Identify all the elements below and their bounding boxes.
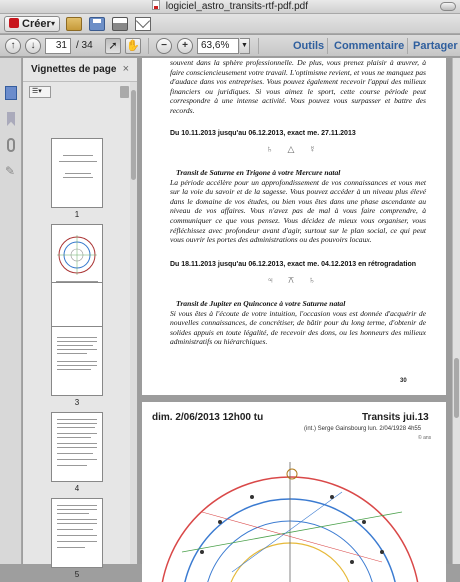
thumbnail-page-number: 1 [74,210,80,219]
chart-transits-header: Transits jui.13 [362,412,429,423]
thumbnail-page-number: 5 [74,570,80,579]
window-title: logiciel_astro_transits-rtf-pdf.pdf [165,1,309,12]
toolbar-toggle-button[interactable] [440,2,456,11]
thumbnail-options-button[interactable] [29,86,51,98]
previous-page-button[interactable] [5,38,21,54]
next-page-button[interactable] [25,38,41,54]
toolbar-divider [148,38,149,54]
document-scrollbar[interactable] [452,58,460,564]
toolbar-divider [407,38,408,54]
main-toolbar [0,14,460,34]
scrollbar-thumb[interactable] [131,90,136,180]
pdf-document-icon [152,0,160,10]
astrological-chart-wheel [142,402,446,582]
page-thumbnail[interactable] [51,498,103,568]
trash-icon[interactable] [120,86,129,98]
tools-tab[interactable]: Outils [293,40,325,52]
chart-date-header: dim. 2/06/2013 12h00 tu [152,412,264,423]
mail-icon[interactable] [135,17,151,31]
document-page [142,58,446,395]
planet-marker [380,550,384,554]
thumbnails-panel-title: Vignettes de page [31,64,117,75]
planet-marker [250,495,254,499]
thumbnails-scrollbar[interactable] [130,82,137,564]
chevron-down-icon: ▾ [50,19,55,28]
page-thumbnail[interactable] [51,138,103,208]
comment-tab[interactable]: Commentaire [334,40,405,52]
navigation-toolbar [0,35,460,57]
zoom-in-button[interactable] [177,38,193,54]
bookmark-icon[interactable] [7,112,15,126]
document-page [142,402,446,582]
planet-marker [218,520,222,524]
attachment-icon[interactable] [7,138,15,152]
arrow-down-icon: ↓ [30,40,36,51]
planet-marker [200,550,204,554]
page-total-label: / 34 [76,40,93,51]
chevron-down-icon: ▼ [241,42,248,49]
planet-marker [362,520,366,524]
zoom-dropdown-button[interactable] [240,38,250,54]
open-folder-icon[interactable] [66,17,82,31]
astro-glyphs: ♃ ⚻ ♄ [266,275,322,285]
arrow-up-icon: ↑ [10,40,16,51]
create-button[interactable] [4,16,60,32]
thumbnails-panel-header [23,58,137,82]
transit-text: La période accélère pour un approfondissement de vos connaissances et vous met sur la voie du savoir et de la sagesse. Vous pouvez accéder à un niveau plus élevé dans le domaine de vos études, ou bien vous êtes dans une phase ascendante au niveau de vos affaires. Vous n'avez pas de mal à vous faire comprendre, à communiquer ce que vous pensez. Vous décidez de mieux vous organiser, vous réfléchissez avec profondeur avant d'agir, surtout sur le plan social, ce qui peut vous ouvrir les portes des administrations ou des pouvoirs locaux. [170,177,426,245]
signature-icon[interactable]: ✎ [5,164,16,178]
thumbnail-page-number: 3 [74,398,80,407]
page-number-footer: 30 [400,378,407,384]
paragraph: souvent dans la sphère professionnelle. De plus, vous prenez plaisir à œuvrer, à faire consciencieusement votre travail. L'optimisme revient, et vous ne manquez pas d'audace dans vos entreprises. Vous pouvez également recevoir l'appui des milieux financiers ou juridiques. Si vous aimez le sport, cette course période peut correspondre à une intense activité. Vous pouvez vous surpasser et battre des records. [170,58,426,115]
transit-title: Transit de Saturne en Trigone à votre Mercure natal [176,168,341,177]
chart-aspect-line [202,512,382,562]
cursor-arrow-icon: ➚ [108,40,118,52]
share-tab[interactable]: Partager [413,40,458,52]
scrollbar-thumb[interactable] [454,358,459,418]
thumbnails-panel [23,58,137,579]
print-icon[interactable] [112,17,128,31]
save-icon[interactable] [89,17,105,31]
acrobat-logo-icon [9,18,19,28]
toolbar-divider [327,38,328,54]
minus-icon: − [161,40,167,51]
transit-section [170,168,426,245]
transit-section [170,299,426,347]
transit-date-range: Du 18.11.2013 jusqu'au 06.12.2013, exact me. 04.12.2013 en rétrogradation [170,261,417,268]
page-thumbnail[interactable] [51,412,103,482]
navigation-rail [0,58,22,564]
document-view[interactable] [138,58,452,564]
page-number-input[interactable]: 31 [45,38,71,54]
page-thumbnail[interactable] [51,326,103,396]
transit-date-range: Du 10.11.2013 jusqu'au 06.12.2013, exact me. 27.11.2013 [170,130,356,137]
thumbnail-page-number: 4 [74,484,80,493]
hand-tool-button[interactable] [125,38,141,54]
select-tool-button[interactable] [105,38,121,54]
zoom-out-button[interactable] [156,38,172,54]
planet-marker [330,495,334,499]
zoom-level-input[interactable]: 63,6% [197,38,239,54]
planet-marker [350,560,354,564]
plus-icon: + [182,40,188,51]
toolbar-divider [258,38,259,54]
transit-title: Transit de Jupiter en Quinconce à votre Saturne natal [176,299,346,308]
window-title-bar [0,0,460,14]
hand-icon: ✋ [126,40,140,52]
chart-aspect-line [182,512,402,552]
page-thumbnails-icon[interactable] [5,86,17,100]
transit-text: Si vous êtes à l'écoute de votre intuition, l'occasion vous est donnée d'acquérir de nouvelles connaissances, de concrétiser, de bâtir pour du long terme, d'obtenir de solides appuis en toute légalité, de recevoir des dons, ou les honneurs des milieux administratifs ou hiérarchiques. [170,308,426,347]
close-icon[interactable]: × [122,63,129,75]
chart-small-label: © ans [418,435,432,441]
list-options-icon: ☰▾ [32,88,42,95]
create-label: Créer [22,18,51,30]
astro-glyphs: ♄ △ ☿ [266,144,322,154]
chart-subject-label: (int.) Serge Gainsbourg lun. 2/04/1928 4h55 [304,426,422,432]
